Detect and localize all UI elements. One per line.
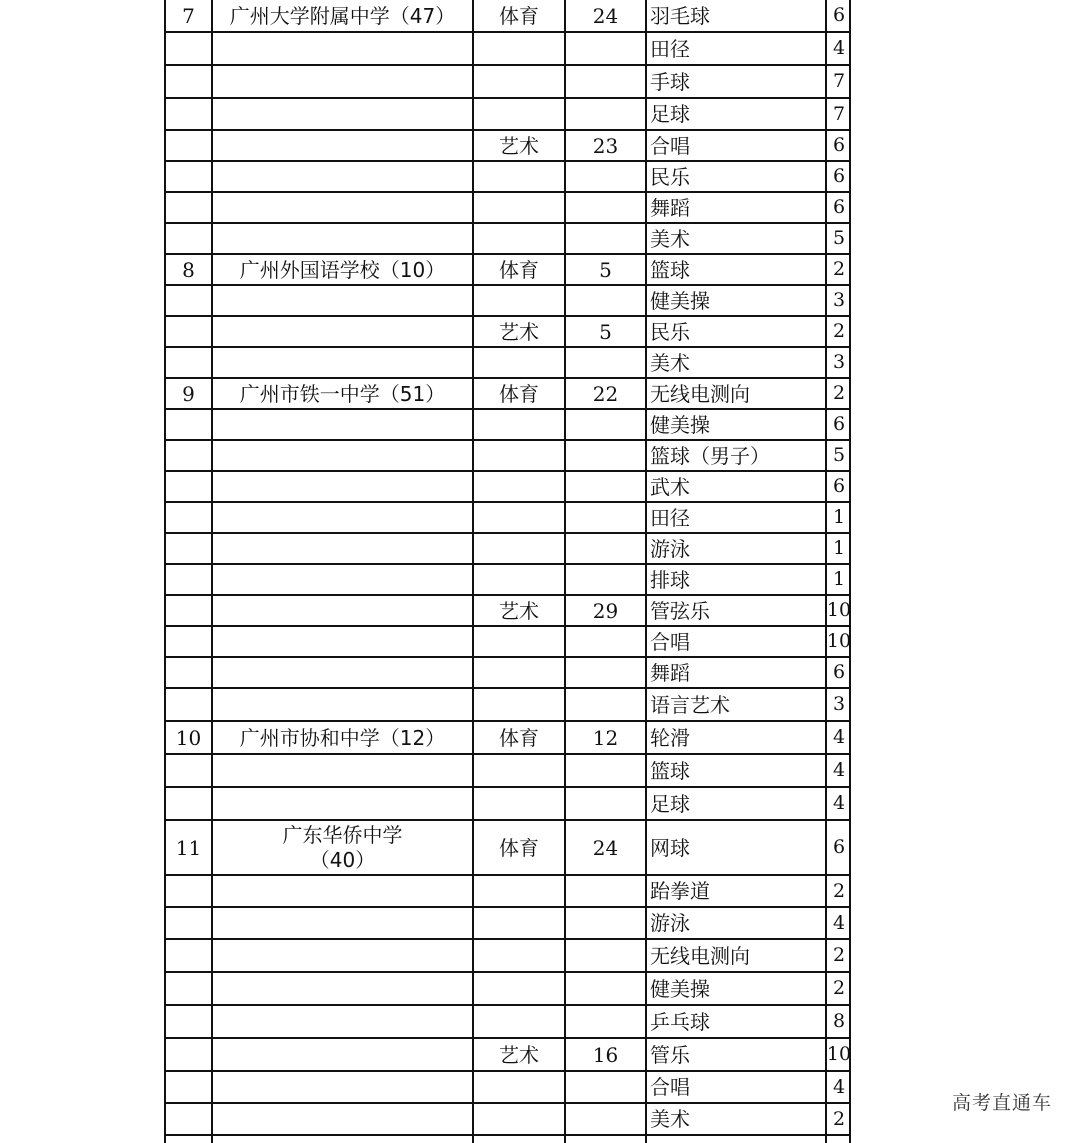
row-number: 8 [166, 255, 213, 284]
project-name: 舞蹈 [647, 658, 827, 687]
school-name [213, 472, 474, 501]
row-number: 9 [166, 379, 213, 408]
row-number [166, 224, 213, 253]
project-name: 美术 [647, 348, 827, 377]
project-count: 3 [832, 351, 846, 373]
category [474, 973, 566, 1004]
category [474, 534, 566, 563]
project-count: 4 [832, 1075, 846, 1098]
table-row [166, 1072, 849, 1104]
category [474, 503, 566, 532]
project-name: 健美操 [647, 286, 827, 315]
project-name: 篮球 [647, 755, 827, 786]
category-total [566, 565, 647, 594]
row-number [166, 658, 213, 687]
category [474, 286, 566, 315]
category [474, 658, 566, 687]
school-name [213, 66, 474, 97]
project-count: 6 [832, 661, 846, 683]
project-name: 篮球 [647, 255, 827, 284]
table-row [166, 821, 849, 876]
project-count: 10 [826, 599, 852, 621]
project-name: 合唱 [647, 1072, 827, 1102]
category [474, 940, 566, 971]
table-row [166, 565, 849, 596]
table-row [166, 0, 849, 33]
category: 艺术 [474, 317, 566, 346]
row-number [166, 286, 213, 315]
row-number [166, 472, 213, 501]
table-row [166, 658, 849, 689]
project-name: 足球 [647, 99, 827, 129]
school-name [213, 33, 474, 64]
category-total: 5 [566, 317, 647, 346]
project-name: 无线电测向 [647, 379, 827, 408]
row-number [166, 348, 213, 377]
category-total [566, 472, 647, 501]
row-number [166, 1136, 213, 1143]
project-count: 6 [832, 4, 846, 26]
table-row [166, 534, 849, 565]
table-row [166, 441, 849, 472]
project-name: 羽毛球 [647, 0, 827, 31]
category-total [566, 99, 647, 129]
project-name [647, 1136, 827, 1143]
table-row [166, 131, 849, 162]
school-name [213, 224, 474, 253]
project-name: 健美操 [647, 973, 827, 1004]
project-count: 2 [832, 879, 846, 902]
project-count: 3 [832, 289, 846, 311]
project-count: 6 [832, 475, 846, 497]
category [474, 162, 566, 191]
school-name [213, 940, 474, 971]
table-row [166, 1104, 849, 1136]
table-row [166, 973, 849, 1006]
project-name: 游泳 [647, 908, 827, 938]
school-name: 广州大学附属中学（47） [213, 0, 474, 31]
category-total [566, 534, 647, 563]
school-name [213, 348, 474, 377]
category-total [566, 66, 647, 97]
project-name: 无线电测向 [647, 940, 827, 971]
category: 体育 [474, 0, 566, 31]
row-number: 10 [166, 722, 213, 753]
category-total [566, 627, 647, 656]
table-row [166, 348, 849, 379]
table-row [166, 722, 849, 755]
table-row [166, 755, 849, 788]
school-name [213, 317, 474, 346]
category [474, 99, 566, 129]
project-count: 4 [832, 911, 846, 934]
school-name [213, 755, 474, 786]
project-count: 4 [832, 37, 846, 59]
project-count: 1 [832, 506, 846, 528]
school-name [213, 162, 474, 191]
school-name [213, 410, 474, 439]
category [474, 66, 566, 97]
table-row [166, 317, 849, 348]
table-row [166, 1039, 852, 1072]
category-total [566, 503, 647, 532]
category [474, 348, 566, 377]
project-count: 10 [826, 1043, 852, 1065]
table-row [166, 940, 849, 973]
project-count: 5 [832, 444, 846, 466]
project-count: 2 [832, 1107, 846, 1130]
category [474, 1006, 566, 1037]
category [474, 788, 566, 819]
category-total [566, 940, 647, 971]
row-number [166, 193, 213, 222]
table-row [166, 596, 852, 627]
project-count: 7 [832, 102, 846, 125]
category [474, 472, 566, 501]
row-number [166, 99, 213, 129]
category [474, 755, 566, 786]
category: 体育 [474, 722, 566, 753]
project-count: 4 [832, 759, 846, 781]
project-name: 武术 [647, 472, 827, 501]
row-number [166, 503, 213, 532]
row-number [166, 940, 213, 971]
table-row [166, 66, 849, 99]
project-count: 8 [832, 1010, 846, 1032]
project-name: 合唱 [647, 131, 827, 160]
row-number [166, 755, 213, 786]
category [474, 908, 566, 938]
category-total [566, 224, 647, 253]
category-total [566, 348, 647, 377]
project-name: 乒乓球 [647, 1006, 827, 1037]
project-count: 2 [832, 977, 846, 999]
school-name [213, 821, 474, 874]
enrollment-table [164, 0, 851, 1143]
project-count: 6 [832, 134, 846, 156]
project-count: 1 [832, 537, 846, 559]
project-name: 语言艺术 [647, 689, 827, 720]
row-number [166, 627, 213, 656]
table-row [166, 689, 849, 722]
project-name: 田径 [647, 503, 827, 532]
project-name: 管乐 [647, 1039, 827, 1070]
category-total [566, 1006, 647, 1037]
project-count: 7 [832, 70, 846, 92]
project-name: 民乐 [647, 162, 827, 191]
category-total: 23 [566, 131, 647, 160]
category: 艺术 [474, 1039, 566, 1070]
category-total [566, 755, 647, 786]
school-name [213, 658, 474, 687]
category-total [566, 193, 647, 222]
category [474, 1104, 566, 1134]
project-name: 美术 [647, 1104, 827, 1134]
project-name: 网球 [647, 821, 827, 874]
category-total [566, 1136, 647, 1143]
row-number: 7 [166, 0, 213, 31]
category-total [566, 33, 647, 64]
project-name: 足球 [647, 788, 827, 819]
school-name [213, 131, 474, 160]
project-name: 田径 [647, 33, 827, 64]
category-total: 29 [566, 596, 647, 625]
row-number [166, 66, 213, 97]
project-count: 5 [832, 227, 846, 249]
category [474, 627, 566, 656]
table-row [166, 908, 849, 940]
project-name: 轮滑 [647, 722, 827, 753]
school-name [213, 441, 474, 470]
school-name [213, 193, 474, 222]
school-name [213, 1072, 474, 1102]
category: 体育 [474, 379, 566, 408]
school-name: 广州市协和中学（12） [213, 722, 474, 753]
category [474, 1136, 566, 1143]
row-number [166, 689, 213, 720]
project-name: 排球 [647, 565, 827, 594]
category [474, 33, 566, 64]
category-total: 22 [566, 379, 647, 408]
category-total: 12 [566, 722, 647, 753]
category-total [566, 410, 647, 439]
table-row [166, 876, 849, 908]
category-total [566, 162, 647, 191]
category-total: 24 [566, 821, 647, 874]
school-name [213, 596, 474, 625]
row-number [166, 565, 213, 594]
project-name: 美术 [647, 224, 827, 253]
school-name [213, 1136, 474, 1143]
project-name: 手球 [647, 66, 827, 97]
row-number [166, 973, 213, 1004]
project-count: 6 [832, 413, 846, 435]
school-quota: （40） [309, 847, 376, 872]
school-name [213, 1039, 474, 1070]
category-total [566, 286, 647, 315]
project-count: 2 [832, 320, 846, 342]
row-number [166, 33, 213, 64]
project-count: 6 [832, 165, 846, 187]
category-total [566, 441, 647, 470]
project-name: 游泳 [647, 534, 827, 563]
table-row [166, 788, 849, 821]
project-name: 舞蹈 [647, 193, 827, 222]
category-total [566, 788, 647, 819]
project-name: 合唱 [647, 627, 827, 656]
category [474, 1072, 566, 1102]
school-name [213, 788, 474, 819]
row-number [166, 410, 213, 439]
table-row [166, 162, 849, 193]
project-name: 管弦乐 [647, 596, 827, 625]
table-row [166, 379, 849, 410]
school-name: 广州外国语学校（10） [213, 255, 474, 284]
row-number [166, 317, 213, 346]
row-number [166, 1072, 213, 1102]
category: 体育 [474, 255, 566, 284]
table-row [166, 286, 849, 317]
school-name [213, 1006, 474, 1037]
school-name [213, 908, 474, 938]
category: 艺术 [474, 131, 566, 160]
project-count: 6 [832, 836, 846, 858]
school-name [213, 627, 474, 656]
school-name [213, 286, 474, 315]
category-total [566, 658, 647, 687]
school-name [213, 1104, 474, 1134]
school-name: 广州市铁一中学（51） [213, 379, 474, 408]
row-number [166, 908, 213, 938]
category [474, 876, 566, 906]
row-number [166, 788, 213, 819]
table-row [166, 503, 849, 534]
category-total [566, 973, 647, 1004]
category-total [566, 876, 647, 906]
category-total: 5 [566, 255, 647, 284]
row-number [166, 162, 213, 191]
table-row [166, 627, 852, 658]
category-total [566, 908, 647, 938]
project-count: 2 [832, 944, 846, 966]
school-name [213, 99, 474, 129]
row-number [166, 1039, 213, 1070]
category [474, 689, 566, 720]
project-name: 篮球（男子） [647, 441, 827, 470]
table-row [166, 472, 849, 503]
table-row [166, 193, 849, 224]
category [474, 193, 566, 222]
school-name [213, 565, 474, 594]
table-row [166, 1136, 849, 1143]
category-total [566, 689, 647, 720]
category-total: 24 [566, 0, 647, 31]
category [474, 410, 566, 439]
school-name [213, 973, 474, 1004]
category [474, 441, 566, 470]
table-row [166, 1006, 849, 1039]
project-name: 跆拳道 [647, 876, 827, 906]
project-name: 健美操 [647, 410, 827, 439]
project-count: 4 [832, 726, 846, 748]
project-name: 民乐 [647, 317, 827, 346]
project-count: 6 [832, 196, 846, 218]
category [474, 224, 566, 253]
row-number [166, 876, 213, 906]
project-count: 1 [832, 568, 846, 590]
category: 体育 [474, 821, 566, 874]
category: 艺术 [474, 596, 566, 625]
school-name [213, 534, 474, 563]
project-count: 2 [832, 258, 846, 280]
project-count: 10 [826, 630, 852, 652]
school-name-line1: 广东华侨中学 [282, 822, 403, 847]
category-total [566, 1072, 647, 1102]
row-number [166, 131, 213, 160]
row-number [166, 534, 213, 563]
row-number [166, 1104, 213, 1134]
table-row [166, 33, 849, 66]
row-number [166, 1006, 213, 1037]
table-row [166, 410, 849, 441]
project-count: 3 [832, 693, 846, 715]
category [474, 565, 566, 594]
table-row [166, 224, 849, 255]
category-total: 16 [566, 1039, 647, 1070]
table-row [166, 99, 849, 131]
school-name [213, 503, 474, 532]
school-name [213, 689, 474, 720]
category-total [566, 1104, 647, 1134]
table-row [166, 255, 849, 286]
project-count: 4 [832, 792, 846, 814]
project-count [827, 1136, 851, 1143]
row-number [166, 596, 213, 625]
school-name [213, 876, 474, 906]
watermark-text: 高考直通车 [951, 1092, 1052, 1114]
project-count: 2 [832, 382, 846, 404]
row-number: 11 [166, 821, 213, 874]
row-number [166, 441, 213, 470]
